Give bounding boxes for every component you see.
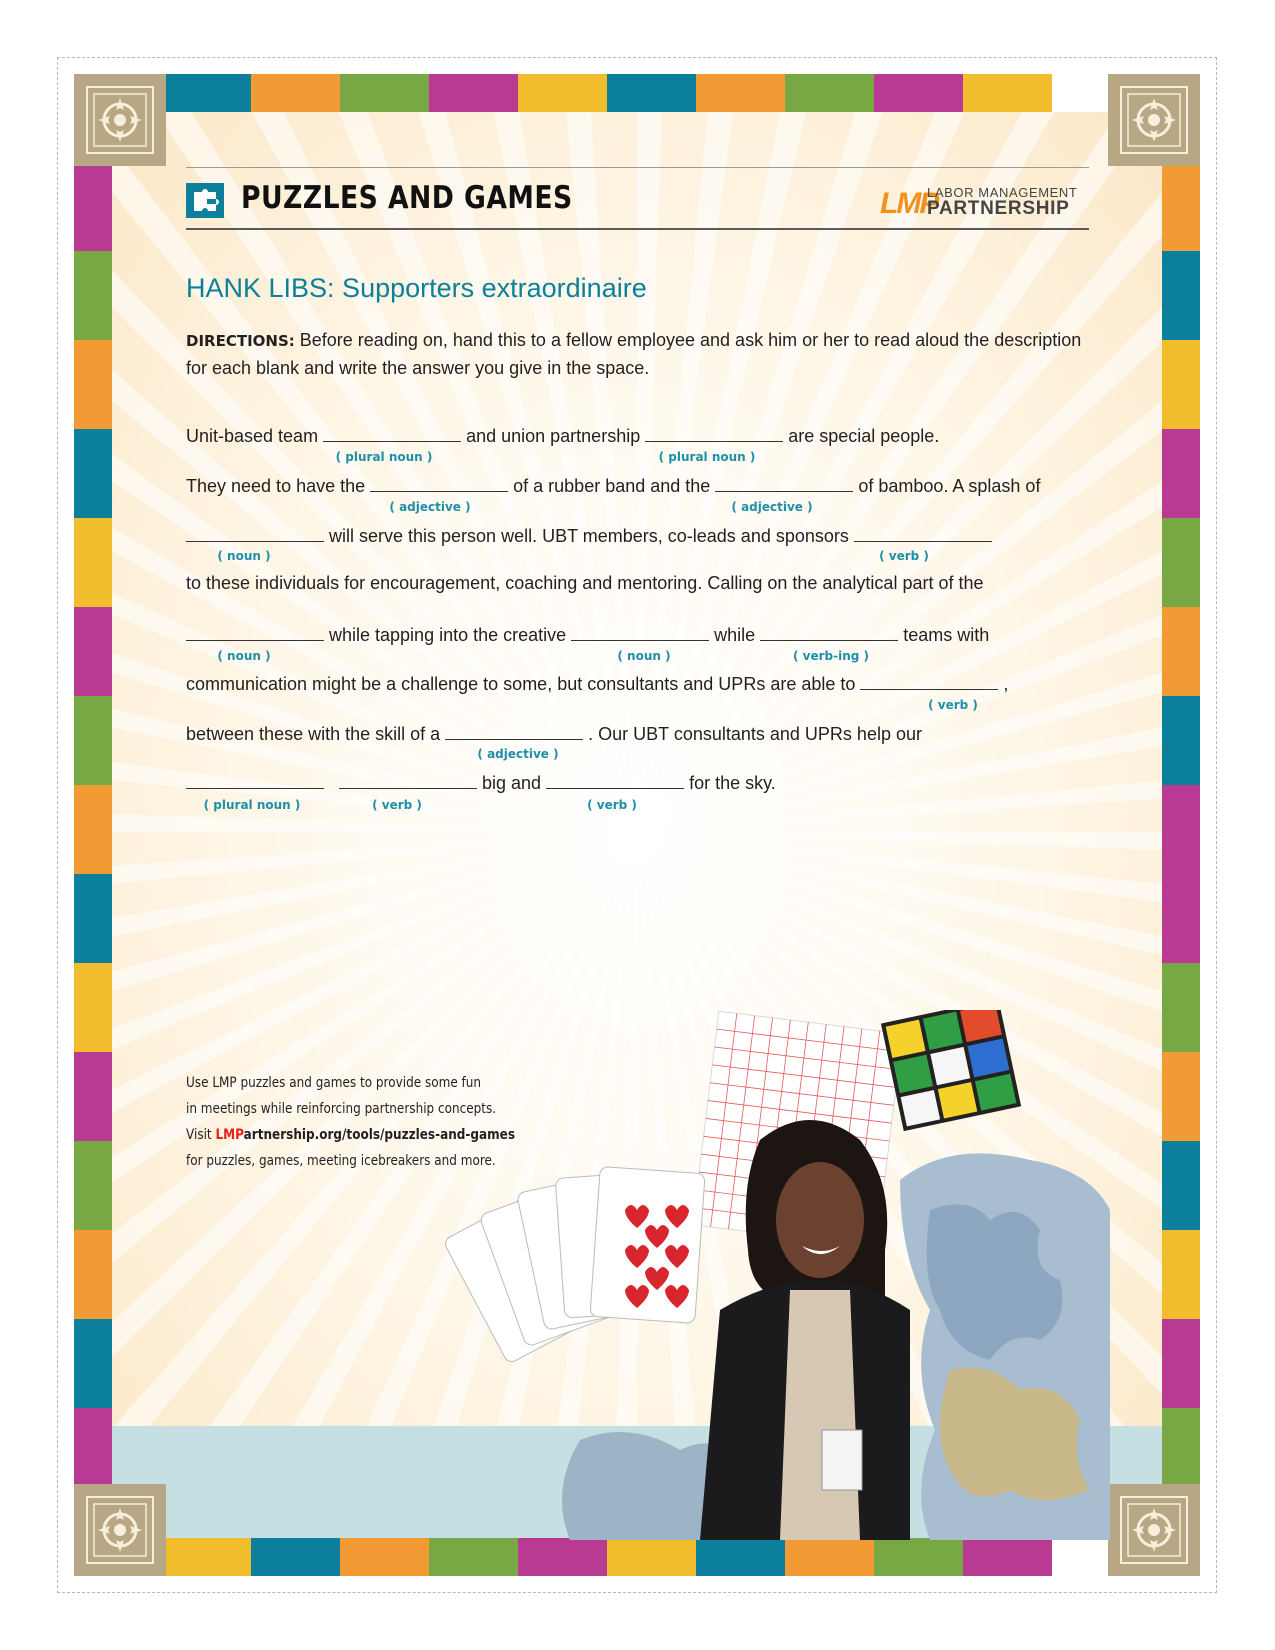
story-line xyxy=(186,474,1040,497)
answer-blank[interactable] xyxy=(339,771,477,789)
page-title: HANK LIBS: Supporters extraordinaire xyxy=(186,273,647,303)
hint-label: ( verb ) xyxy=(372,798,422,812)
border-segment xyxy=(74,785,112,874)
border-segment xyxy=(518,74,607,112)
border-segment xyxy=(696,74,785,112)
story-text: will serve this person well. UBT members, co-leads and sponsors xyxy=(324,526,854,546)
border-segment xyxy=(1162,1141,1200,1230)
hint-label: ( verb ) xyxy=(879,549,929,563)
hint-label: ( plural noun ) xyxy=(335,450,433,464)
border-segment xyxy=(1162,518,1200,607)
hint-label: ( plural noun ) xyxy=(203,798,301,812)
border-segment xyxy=(74,1052,112,1141)
corner-ornament-icon xyxy=(74,74,166,166)
hint-label: ( adjective ) xyxy=(477,747,559,761)
border-segment xyxy=(785,74,874,112)
border-segment xyxy=(429,1538,518,1576)
border-segment xyxy=(251,1538,340,1576)
border-segment xyxy=(162,1538,251,1576)
story-text: . Our UBT consultants and UPRs help our xyxy=(583,724,922,744)
story-line xyxy=(186,722,922,745)
story-line xyxy=(186,623,989,646)
border-segment xyxy=(874,1538,963,1576)
directions-text: Before reading on, hand this to a fellow employee and ask him or her to read aloud the description for each blank and write the answer you give in the space. xyxy=(186,330,1082,378)
border-segment xyxy=(74,963,112,1052)
border-segment xyxy=(607,74,696,112)
answer-blank[interactable] xyxy=(571,623,709,641)
border-segment xyxy=(74,518,112,607)
border-segment xyxy=(74,1230,112,1319)
hint-label: ( noun ) xyxy=(217,649,271,663)
border-segment xyxy=(518,1538,607,1576)
story-line xyxy=(186,573,984,594)
border-segment xyxy=(74,1319,112,1408)
border-segment xyxy=(1162,1230,1200,1319)
promo-line: in meetings while reinforcing partnership concepts. xyxy=(186,1101,497,1117)
story-text: communication might be a challenge to some, but consultants and UPRs are able to xyxy=(186,674,861,694)
hint-label: ( noun ) xyxy=(617,649,671,663)
logo-mark: LMP xyxy=(880,187,938,220)
logo-line-1: LABOR MANAGEMENT xyxy=(927,185,1078,200)
corner-ornament-icon xyxy=(74,1484,166,1576)
corner-ornament-icon xyxy=(1108,1484,1200,1576)
border-segment xyxy=(162,74,251,112)
border-segment xyxy=(963,1538,1052,1576)
border-segment xyxy=(1162,1319,1200,1408)
hint-label: ( verb-ing ) xyxy=(792,649,870,663)
logo-line-2: PARTNERSHIP xyxy=(927,198,1070,219)
border-segment xyxy=(1162,874,1200,963)
border-segment xyxy=(1162,785,1200,874)
border-segment xyxy=(1162,162,1200,251)
story-text: and union partnership xyxy=(461,426,646,446)
promo-url-accent[interactable]: LMP xyxy=(215,1127,244,1143)
story-text: for the sky. xyxy=(684,773,776,793)
border-segment xyxy=(1162,340,1200,429)
answer-blank[interactable] xyxy=(445,722,583,740)
border-segment xyxy=(1162,607,1200,696)
story-text: between these with the skill of a xyxy=(186,724,446,744)
border-segment xyxy=(785,1538,874,1576)
hint-label: ( verb ) xyxy=(587,798,637,812)
section-title: PUZZLES AND GAMES xyxy=(241,180,573,216)
answer-blank[interactable] xyxy=(546,771,684,789)
border-segment xyxy=(340,74,429,112)
border-segment xyxy=(74,162,112,251)
border-segment xyxy=(74,607,112,696)
answer-blank[interactable] xyxy=(370,474,508,492)
answer-blank[interactable] xyxy=(854,524,992,542)
answer-blank[interactable] xyxy=(645,424,783,442)
hint-label: ( adjective ) xyxy=(731,500,813,514)
story-line xyxy=(186,524,992,547)
border-segment xyxy=(74,696,112,785)
story-text: are special people. xyxy=(783,426,940,446)
story-text: while tapping into the creative xyxy=(324,625,572,645)
answer-blank[interactable] xyxy=(860,672,998,690)
corner-ornament-icon xyxy=(1108,74,1200,166)
border-segment xyxy=(74,1141,112,1230)
story-text: teams with xyxy=(898,625,990,645)
answer-blank[interactable] xyxy=(715,474,853,492)
border-segment xyxy=(74,429,112,518)
answer-blank[interactable] xyxy=(760,623,898,641)
hint-label: ( adjective ) xyxy=(389,500,471,514)
hint-label: ( noun ) xyxy=(217,549,271,563)
story-text: to these individuals for encouragement, coaching and mentoring. Calling on the analytical part of the xyxy=(186,573,984,593)
promo-visit: Visit xyxy=(186,1127,216,1143)
border-segment xyxy=(340,1538,429,1576)
story-text: Unit-based team xyxy=(186,426,324,446)
puzzle-piece-icon xyxy=(186,183,224,218)
border-segment xyxy=(74,340,112,429)
story-text: They need to have the xyxy=(186,476,371,496)
border-segment xyxy=(1162,963,1200,1052)
answer-blank[interactable] xyxy=(186,771,324,789)
border-segment xyxy=(1162,429,1200,518)
promo-line: for puzzles, games, meeting icebreakers and more. xyxy=(186,1153,496,1169)
directions-label: DIRECTIONS: xyxy=(186,332,295,350)
border-segment xyxy=(1162,1052,1200,1141)
border-segment xyxy=(1162,696,1200,785)
story-line xyxy=(186,771,776,794)
story-line xyxy=(186,424,939,447)
border-segment xyxy=(874,74,963,112)
hint-label: ( verb ) xyxy=(928,698,978,712)
directions xyxy=(186,327,1086,382)
photo-collage xyxy=(430,1010,1110,1540)
border-segment xyxy=(696,1538,785,1576)
promo-line: Use LMP puzzles and games to provide some fun xyxy=(186,1075,482,1091)
header-bottom-rule xyxy=(186,228,1089,230)
border-segment xyxy=(251,74,340,112)
border-segment xyxy=(1162,251,1200,340)
story-text: , xyxy=(998,674,1009,694)
answer-blank[interactable] xyxy=(186,524,324,542)
story-line xyxy=(186,672,1008,695)
playing-cards-image xyxy=(443,1166,705,1364)
border-segment xyxy=(74,874,112,963)
border-segment xyxy=(963,74,1052,112)
header-top-rule xyxy=(186,167,1089,168)
answer-blank[interactable] xyxy=(186,623,324,641)
hint-label: ( plural noun ) xyxy=(658,450,756,464)
story-text: of a rubber band and the xyxy=(508,476,716,496)
border-segment xyxy=(607,1538,696,1576)
story-text: while xyxy=(709,625,761,645)
promo-url-rest[interactable]: artnership.org/tools/puzzles-and-games xyxy=(243,1127,516,1143)
story-text: big and xyxy=(477,773,547,793)
answer-blank[interactable] xyxy=(323,424,461,442)
story-text: of bamboo. A splash of xyxy=(853,476,1041,496)
border-segment xyxy=(429,74,518,112)
lmp-logo xyxy=(880,185,1090,221)
rubiks-cube-image xyxy=(881,1010,1021,1131)
border-segment xyxy=(74,251,112,340)
